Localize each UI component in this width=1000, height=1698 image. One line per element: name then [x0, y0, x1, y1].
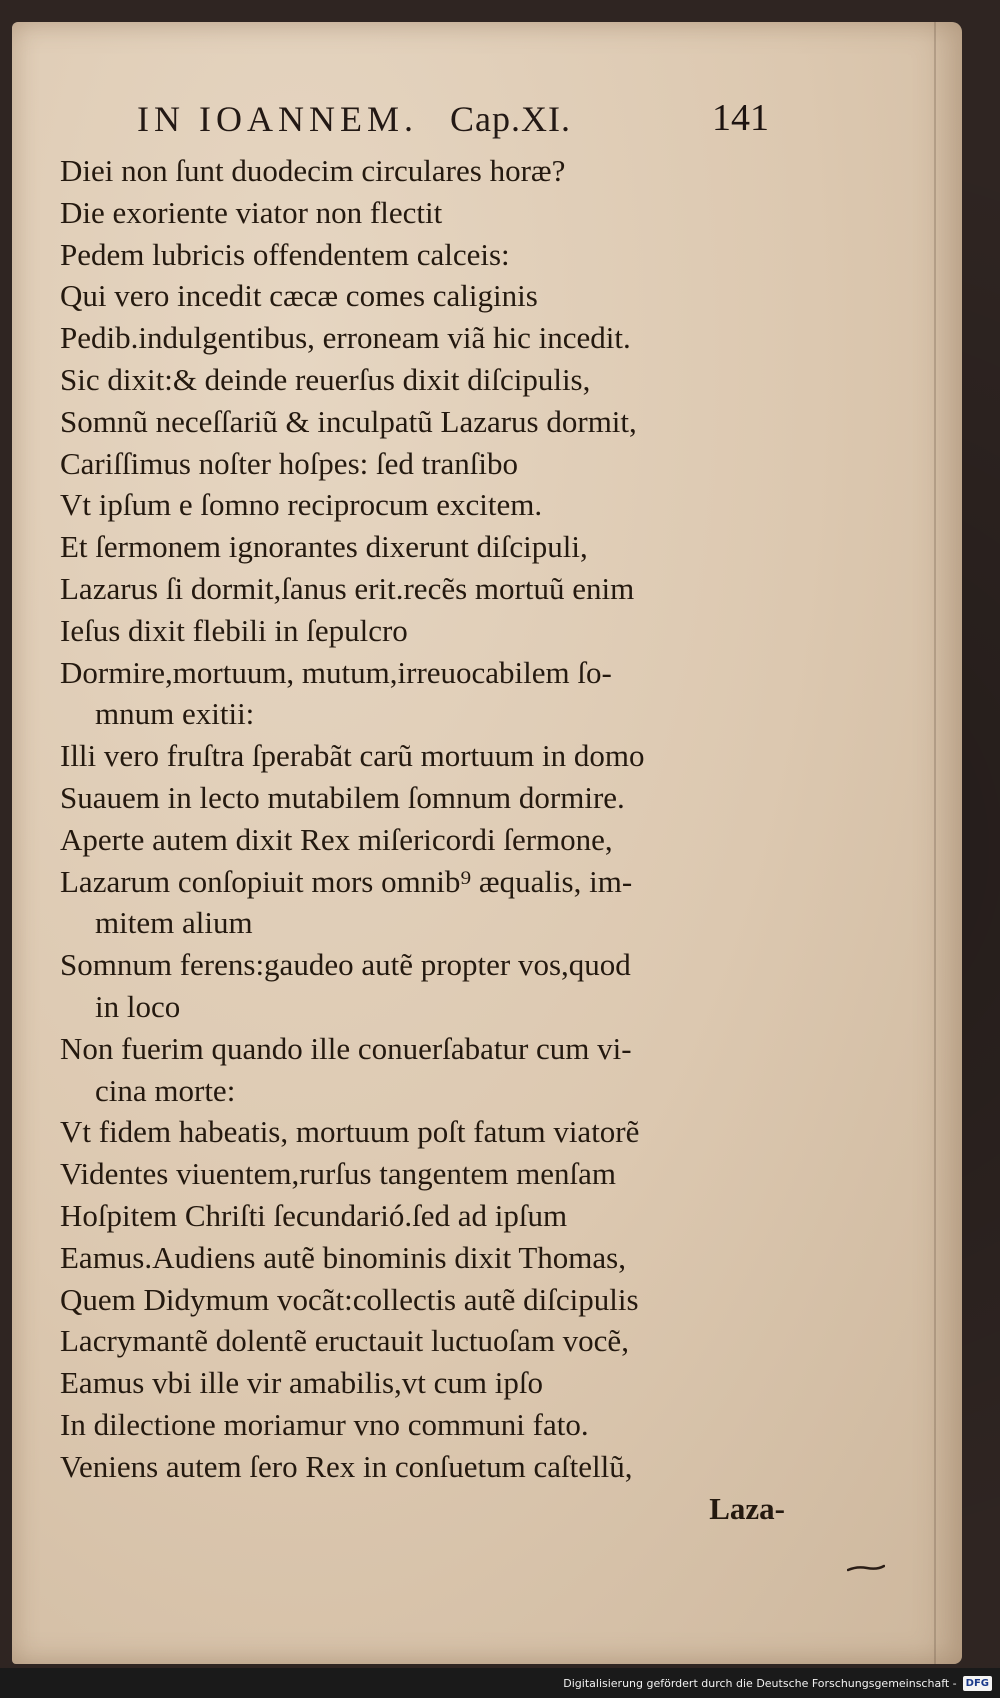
- text-line-continuation: mnum exitii:: [95, 696, 255, 732]
- catchword: Laza-: [709, 1490, 785, 1526]
- text-line: Diei non ſunt duodecim circulares horæ?: [60, 153, 566, 188]
- verse-text-block: [60, 150, 800, 1529]
- digitization-footer: [0, 1668, 1000, 1698]
- chapter-label: Cap.XI.: [449, 99, 571, 139]
- text-line: Veniens autem ſero Rex in conſuetum caſtellũ,: [60, 1448, 633, 1484]
- text-line: In dilectione moriamur vno communi fato.: [60, 1406, 589, 1442]
- page-number: 141: [712, 97, 769, 139]
- text-line: Qui vero incedit cæcæ comes caliginis: [60, 278, 538, 314]
- text-line: Hoſpitem Chriſti ſecundarió.ſed ad ipſum: [60, 1197, 568, 1233]
- text-line-continuation: cina morte:: [95, 1072, 236, 1108]
- text-line: Lazarus ſi dormit,ſanus erit.recẽs mortuũ enim: [60, 570, 635, 606]
- text-line: Suauem in lecto mutabilem ſomnum dormire.: [60, 779, 625, 815]
- ink-stroke-mark: [847, 1564, 885, 1572]
- text-line: Illi vero fruſtra ſperabãt carũ mortuum in domo: [60, 738, 645, 774]
- text-line: Eamus.Audiens autẽ binominis dixit Thomas,: [60, 1239, 626, 1275]
- text-line: Ieſus dixit flebili in ſepulcro: [60, 612, 408, 648]
- text-line: Aperte autem dixit Rex miſericordi ſermone,: [60, 821, 613, 857]
- text-line: Die exoriente viator non flectit: [60, 194, 443, 230]
- text-line: Lazarum conſopiuit mors omnib⁹ æqualis, im-: [60, 863, 633, 899]
- text-line: Non fuerim quando ille conuerſabatur cum vi-: [60, 1030, 632, 1066]
- text-line: Vt ipſum e ſomno reciprocum excitem.: [60, 487, 543, 523]
- text-line: Vt fidem habeatis, mortuum poſt fatum viatorẽ: [60, 1114, 640, 1150]
- text-line: Videntes viuentem,rurſus tangentem menſam: [60, 1156, 616, 1192]
- text-line: Cariſſimus noſter hoſpes: ſed tranſibo: [60, 445, 519, 481]
- text-line: Pedem lubricis offendentem calceis:: [60, 236, 510, 272]
- text-line-continuation: in loco: [95, 988, 181, 1024]
- text-line: Eamus vbi ille vir amabilis,vt cum ipſo: [60, 1365, 544, 1401]
- book-page: [12, 22, 962, 1664]
- dfg-logo: DFG: [963, 1676, 992, 1691]
- running-title: IN IOANNEM.: [137, 99, 418, 139]
- text-line: Somnum ferens:gaudeo autẽ propter vos,quod: [60, 947, 631, 983]
- text-line: Somnũ neceſſariũ & inculpatũ Lazarus dormit,: [60, 403, 637, 439]
- text-line: Lacrymantẽ dolentẽ eructauit luctuoſam vocẽ,: [60, 1323, 629, 1359]
- text-line-continuation: mitem alium: [95, 905, 253, 941]
- text-line: Dormire,mortuum, mutum,irreuocabilem ſo-: [60, 654, 612, 690]
- text-line: Et ſermonem ignorantes dixerunt diſcipuli,: [60, 529, 588, 565]
- text-line: Quem Didymum vocãt:collectis autẽ diſcipulis: [60, 1281, 639, 1317]
- text-line: Sic dixit:& deinde reuerſus dixit diſcipulis,: [60, 361, 591, 397]
- digitization-credit: Digitalisierung gefördert durch die Deutsche Forschungsgemeinschaft -: [563, 1676, 957, 1690]
- text-line: Pedib.indulgentibus, erroneam viã hic incedit.: [60, 320, 631, 356]
- running-head: [137, 98, 787, 140]
